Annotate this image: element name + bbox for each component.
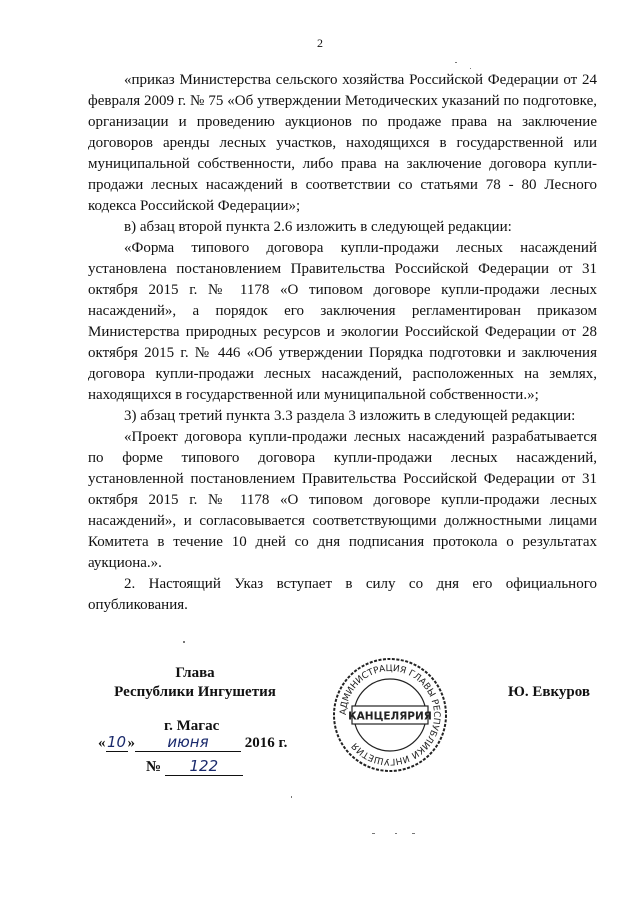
paragraph-contract-draft: «Проект договора купли-продажи лесных насаждений разрабатывается по форме типового договора купли-продажи лесных насаждений, установленной постановлением Правительства Российской Федерации от 31 октября 2015 г. № 1178 «О типовом договоре купли-продажи лесных насаждений», и согласовывается соответствующими должностными лицами Комитета в течение 10 дней со дня подписания протокола о результатах аукциона.».: [88, 429, 597, 571]
decree-number: [146, 757, 243, 776]
document-body: [88, 70, 597, 616]
scan-speck: [455, 62, 457, 63]
page-number: 2: [317, 36, 323, 50]
signatory-title: [90, 664, 300, 702]
number-prefix: №: [146, 759, 162, 775]
signatory-name: Ю. Евкуров: [508, 684, 590, 700]
date-close-quote: »: [127, 735, 135, 751]
date-day: 10: [106, 733, 127, 751]
signing-date: [98, 733, 287, 752]
scan-speck: [372, 833, 375, 834]
paragraph-item-3: 3) абзац третий пункта 3.3 раздела 3 изложить в следующей редакции:: [124, 408, 576, 424]
paragraph-order-reference: «приказ Министерства сельского хозяйства Российской Федерации от 24 февраля 2009 г. № 75 «Об утверждении Методических указаний по подготовке, организации и проведению аукционов по продаже права на заключение договоров аренды лесных участков, находящихся в государственной или муниципальной собственности, либо права на заключение договора купли-продажи лесных насаждений в соответствии со статьями 78 - 80 Лесного кодекса Российской Федерации»;: [88, 72, 597, 214]
date-open-quote: «: [98, 735, 106, 751]
scan-speck: [470, 68, 471, 69]
scan-speck: [183, 641, 185, 643]
signatory-title-line1: Глава: [175, 665, 215, 681]
place-of-signing: г. Магас: [164, 718, 220, 734]
office-stamp: [330, 655, 450, 775]
scan-speck: [412, 833, 415, 834]
signatory-title-line2: Республики Ингушетия: [114, 684, 276, 700]
paragraph-contract-form: «Форма типового договора купли-продажи лесных насаждений установлена постановлением Правительства Российской Федерации от 31 октября 2015 г. № 1178 «О типовом договоре купли-продажи лесных насаждений», а порядок его заключения регламентирован приказом Министерства природных ресурсов и экологии Российской Федерации от 28 октября 2015 г. № 446 «Об утверждении Порядка подготовки и заключения договора купли-продажи лесных насаждений, расположенных на землях, находящихся в государственной или муниципальной собственности.»;: [88, 240, 597, 403]
stamp-ring-text: АДМИНИСТРАЦИЯ ГЛАВЫ РЕСПУБЛИКИ ИНГУШЕТИЯ: [338, 663, 442, 767]
scan-speck: [395, 833, 397, 834]
scan-speck: [291, 796, 292, 798]
number-value: 122: [165, 757, 243, 776]
date-month: июня: [135, 733, 241, 752]
paragraph-entry-into-force: 2. Настоящий Указ вступает в силу со дня его официального опубликования.: [88, 576, 597, 613]
paragraph-item-v: в) абзац второй пункта 2.6 изложить в следующей редакции:: [124, 219, 512, 235]
date-year: 2016 г.: [244, 735, 288, 751]
stamp-center-text: КАНЦЕЛЯРИЯ: [348, 710, 432, 723]
